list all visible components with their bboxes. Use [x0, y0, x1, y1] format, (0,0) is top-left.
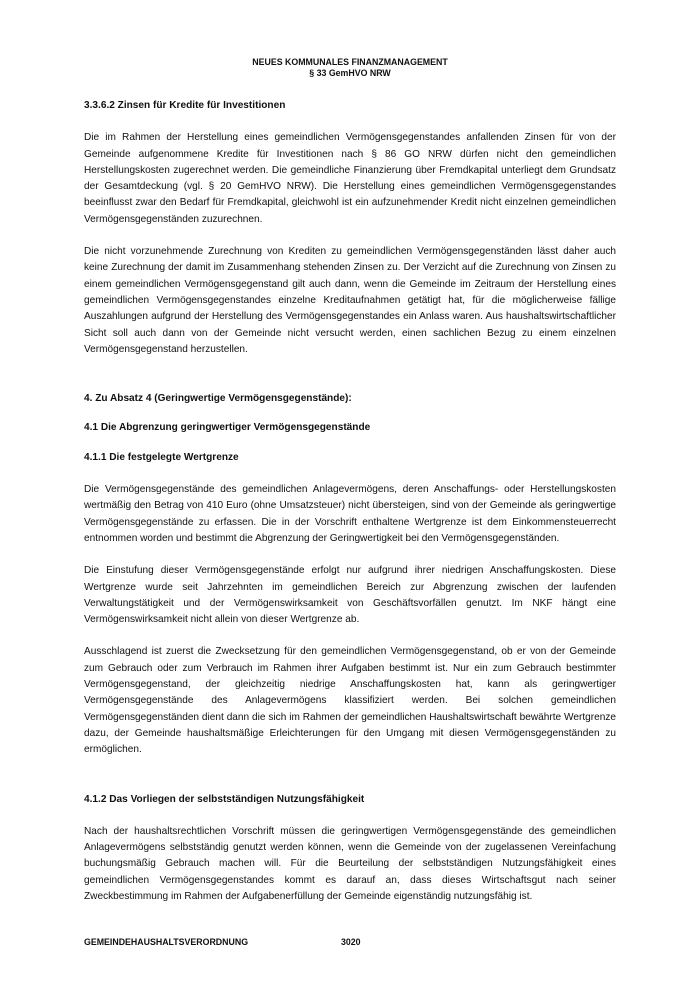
- footer-title: GEMEINDEHAUSHALTSVERORDNUNG: [84, 937, 249, 947]
- header-subtitle: § 33 GemHVO NRW: [309, 68, 391, 78]
- paragraph: Die im Rahmen der Herstellung eines gemeindlichen Vermögensgegenstandes anfallenden Zinsen für von der Gemeinde aufgenommene Kredite für Investitionen nach § 86 GO NRW dürfen nicht den gemeindlichen Herstellungskosten zugerechnet werden. Die gemeindliche Finanzierung über Fremdkapital unterliegt dem Grundsatz der Gesamtdeckung (vgl. § 20 GemHVO NRW). Die Herstellung eines gemeindlichen Vermögensgegenstandes beeinflusst zwar den Bedarf für Fremdkapital, gleichwohl ist ein aufzunehmender Kredit nicht einzelnen gemeindlichen Vermögensgegenständen zuzurechnen.: [84, 132, 616, 225]
- page-number: 3020: [341, 937, 361, 947]
- heading-4-1: 4.1 Die Abgrenzung geringwertiger Vermögensgegenstände: [84, 422, 371, 434]
- heading-4: 4. Zu Absatz 4 (Geringwertige Vermögensgegenstände):: [84, 393, 352, 405]
- page-footer: [84, 937, 616, 948]
- document-body: [84, 98, 616, 905]
- header-title: NEUES KOMMUNALES FINANZMANAGEMENT: [252, 57, 448, 67]
- paragraph: Die Vermögensgegenstände des gemeindlichen Anlagevermögens, deren Anschaffungs- oder Herstellungskosten wertmäßig den Betrag von 410 Euro (ohne Umsatzsteuer) nicht übersteigen, sind von der Gemeinde als geringwertige Vermögensgegenstände zu erfassen. Die in der Vorschrift enthaltene Wertgrenze ist dem Einkommensteuerrecht entnommen worden und bestimmt die Abgrenzung der Geringwertigkeit bei den Vermögensgegenständen.: [84, 484, 616, 544]
- paragraph: Die Einstufung dieser Vermögensgegenstände erfolgt nur aufgrund ihrer niedrigen Anschaffungskosten. Diese Wertgrenze wurde seit Jahrzehnten im gemeindlichen Bereich zur Abgrenzung zwischen der laufenden Verwaltungstätigkeit und der Vermögenswirksamkeit von Geschäftsvorfällen genutzt. Im NKF hängt eine Vermögenswirksamkeit nicht allein von dieser Wertgrenze ab.: [84, 565, 616, 626]
- heading-4-1-2: 4.1.2 Das Vorliegen der selbstständigen Nutzungsfähigkeit: [84, 793, 365, 805]
- heading-4-1-1: 4.1.1 Die festgelegte Wertgrenze: [84, 451, 239, 463]
- page-header: [0, 57, 700, 79]
- paragraph: Ausschlagend ist zuerst die Zwecksetzung für den gemeindlichen Vermögensgegenstand, ob er von der Gemeinde zum Gebrauch oder zum Verbrauch im Rahmen ihrer Aufgaben bestimmt ist. Nur ein zum Gebrauch bestimmter Vermögensgegenstand, der gleichzeitig niedrige Anschaffungskosten hat, kann als geringwertiger Vermögensgegenstände des Anlagevermögens klassifiziert werden. Bei solchen gemeindlichen Vermögensgegenständen dient dann die sich im Rahmen der gemeindlichen Haushaltswirtschaft bewährte Wertgrenze dazu, der Gemeinde haushaltsmäßige Erleichterungen für den Umgang mit diesen Vermögensgegenständen zu ermöglichen.: [84, 646, 616, 756]
- heading-3-3-6-2: 3.3.6.2 Zinsen für Kredite für Investitionen: [84, 100, 286, 111]
- paragraph: Die nicht vorzunehmende Zurechnung von Krediten zu gemeindlichen Vermögensgegenständen lässt daher auch keine Zurechnung der damit im Zusammenhang stehenden Zinsen zu. Der Verzicht auf die Zurechnung von Zinsen zu einem gemeindlichen Vermögensgegenstand gilt auch dann, wenn die Gemeinde im Zeitraum der Herstellung eines gemeindlichen Vermögensgegenstandes einzelne Kreditaufnahmen getätigt hat, für die möglicherweise fällige Auszahlungen aufgrund der Herstellung des Vermögensgegenstandes ein Anlass waren. Aus haushaltswirtschaftlicher Sicht soll auch dann von der Gemeinde nicht versucht werden, einen sachlichen Bezug zu einem einzelnen Vermögensgegenstand herzustellen.: [84, 246, 616, 355]
- paragraph: Nach der haushaltsrechtlichen Vorschrift müssen die geringwertigen Vermögensgegenstände des gemeindlichen Anlagevermögens selbstständig genutzt werden können, wenn die Gemeinde von der zugelassenen Vereinfachung buchungsmäßig Gebrauch machen will. Für die Beurteilung der selbstständigen Nutzungsfähigkeit eines gemeindlichen Vermögensgegenstandes kommt es darauf an, dass dieses Wirtschaftsgut nach seiner Zweckbestimmung im Rahmen der Aufgabenerfüllung der Gemeinde eigenständig nutzungsfähig ist.: [84, 825, 616, 902]
